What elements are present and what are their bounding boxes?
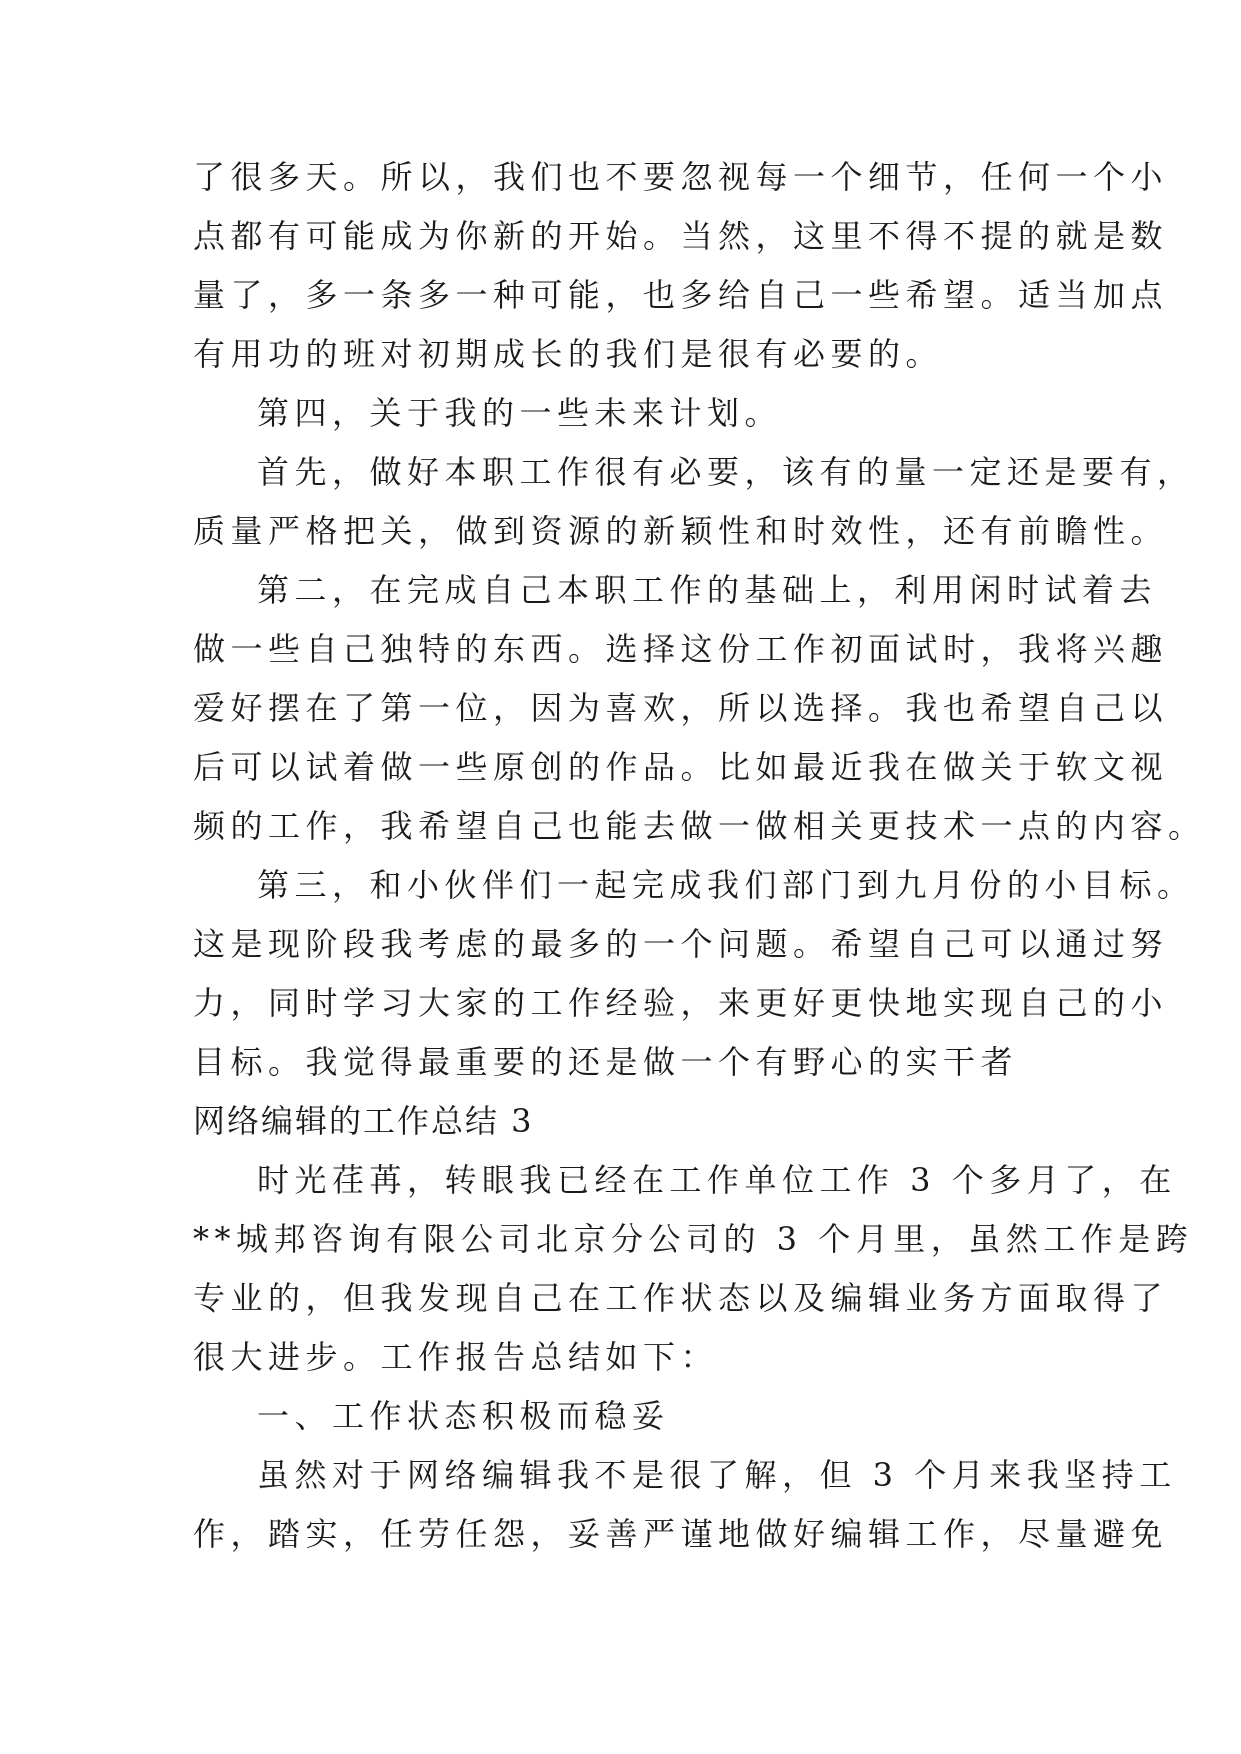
document-title: 网络编辑的工作总结 3 [193, 1102, 534, 1140]
text-line: 很大进步。工作报告总结如下： [193, 1338, 719, 1376]
text-line: 首先，做好本职工作很有必要，该有的量一定还是要有， [257, 453, 1195, 491]
text-line: 质量严格把关，做到资源的新颖性和时效性，还有前瞻性。 [193, 512, 1169, 550]
text-line: 做一些自己独特的东西。选择这份工作初面试时，我将兴趣 [193, 630, 1169, 668]
text-line: 虽然对于网络编辑我不是很了解，但 3 个月来我坚持工 [257, 1456, 1177, 1494]
text-line: 时光荏苒，转眼我已经在工作单位工作 3 个多月了，在 [257, 1161, 1177, 1199]
text-line: 第二，在完成自己本职工作的基础上，利用闲时试着去 [257, 571, 1158, 609]
text-line: 爱好摆在了第一位，因为喜欢，所以选择。我也希望自己以 [193, 689, 1169, 727]
text-line: 目标。我觉得最重要的还是做一个有野心的实干者 [193, 1043, 1019, 1081]
text-line: 频的工作，我希望自己也能去做一做相关更技术一点的内容。 [193, 807, 1206, 845]
document-body [193, 148, 1206, 1564]
text-line: **城邦咨询有限公司北京分公司的 3 个月里，虽然工作是跨 [193, 1220, 1194, 1258]
section-heading: 一、工作状态积极而稳妥 [257, 1397, 670, 1435]
text-line: 力，同时学习大家的工作经验，来更好更快地实现自己的小 [193, 984, 1169, 1022]
text-line: 量了，多一条多一种可能，也多给自己一些希望。适当加点 [193, 276, 1169, 314]
text-line: 作，踏实，任劳任怨，妥善严谨地做好编辑工作，尽量避免 [193, 1515, 1169, 1553]
text-line: 有用功的班对初期成长的我们是很有必要的。 [193, 335, 944, 373]
text-line: 第三，和小伙伴们一起完成我们部门到九月份的小目标。 [257, 866, 1195, 904]
text-line: 了很多天。所以，我们也不要忽视每一个细节，任何一个小 [193, 158, 1169, 196]
section-heading: 第四，关于我的一些未来计划。 [257, 394, 783, 432]
text-line: 后可以试着做一些原创的作品。比如最近我在做关于软文视 [193, 748, 1169, 786]
text-line: 这是现阶段我考虑的最多的一个问题。希望自己可以通过努 [193, 925, 1169, 963]
text-line: 点都有可能成为你新的开始。当然，这里不得不提的就是数 [193, 217, 1169, 255]
text-line: 专业的，但我发现自己在工作状态以及编辑业务方面取得了 [193, 1279, 1169, 1317]
